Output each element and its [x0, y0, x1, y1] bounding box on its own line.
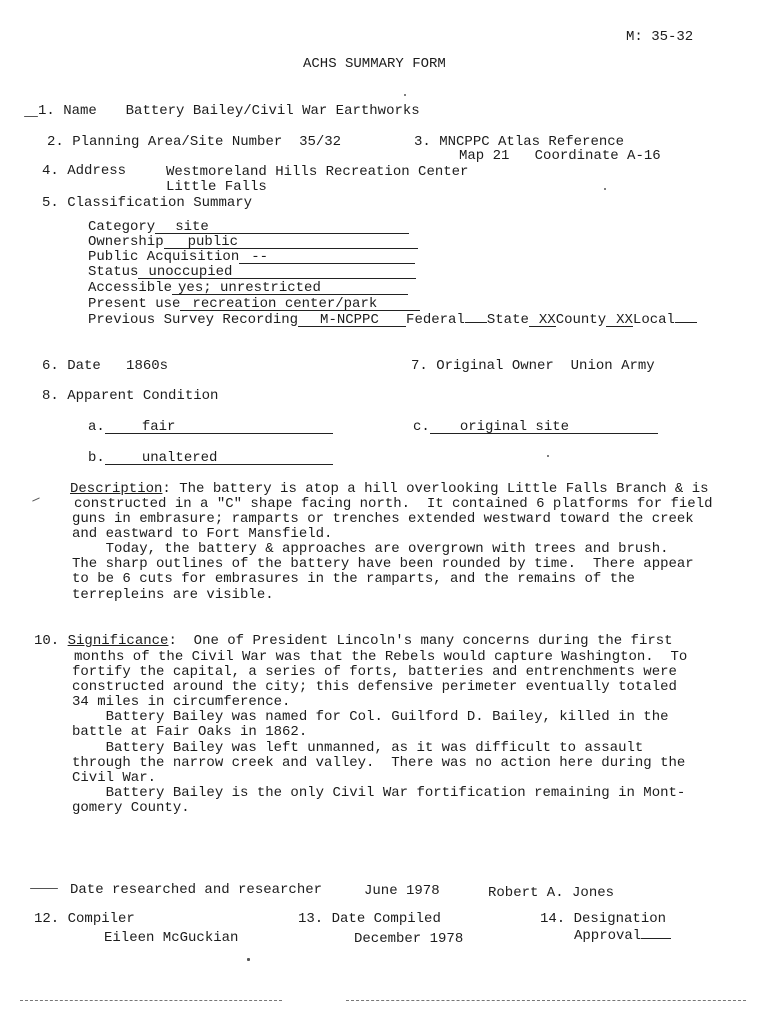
previous-survey-row [88, 313, 697, 328]
present-use-value: recreation center/park [192, 296, 378, 312]
scan-mark [32, 497, 40, 501]
bottom-rule-right [346, 1000, 746, 1001]
significance-line-12: gomery County. [72, 800, 190, 816]
item3-map-row [459, 149, 661, 164]
category-row [88, 220, 409, 235]
item13-label: Date Compiled [331, 911, 441, 927]
present-use-row [88, 297, 420, 312]
item2-label: Planning Area/Site Number [72, 134, 283, 150]
item7-value: Union Army [570, 358, 655, 374]
item2-value: 35/32 [299, 134, 342, 150]
item11-researcher: Robert A. Jones [488, 885, 615, 901]
item1-number: 1. [38, 103, 55, 119]
accessible-label: Accessible [88, 280, 173, 296]
acquisition-label: Public Acquisition [88, 249, 240, 265]
item2-number: 2. [47, 134, 64, 150]
federal-field [465, 322, 487, 323]
item1-value: Battery Bailey/Civil War Earthworks [125, 103, 420, 119]
item13-row [298, 912, 441, 927]
ownership-label: Ownership [88, 234, 164, 250]
significance-line-11: Battery Bailey is the only Civil War fortification remaining in Mont- [72, 785, 686, 801]
significance-label: Significance [67, 633, 169, 649]
condition-c-label: c. [413, 419, 430, 435]
condition-a-label: a. [88, 419, 105, 435]
significance-line-6: Battery Bailey was named for Col. Guilford D. Bailey, killed in the [72, 709, 669, 725]
item6-label: Date [67, 358, 101, 374]
acquisition-value: -- [251, 249, 269, 265]
status-value: unoccupied [148, 264, 233, 280]
condition-c-field [430, 421, 658, 434]
item11-date: June 1978 [364, 883, 440, 899]
item4-label: Address [67, 163, 127, 179]
significance-line-7: battle at Fair Oaks in 1862. [72, 724, 308, 740]
item3-coordinate: Coordinate A-16 [534, 148, 661, 164]
accessible-row [88, 281, 408, 296]
state-label: State [486, 312, 529, 328]
scan-speck [604, 188, 606, 190]
description-line-4: and eastward to Fort Mansfield. [72, 526, 333, 542]
significance-line-3: fortify the capital, a series of forts, batteries and entrenchments were [72, 664, 677, 680]
significance-line-5: 34 miles in circumference. [72, 694, 291, 710]
condition-c-value: original site [459, 419, 570, 435]
item12-number: 12. [34, 911, 60, 927]
status-field [138, 266, 416, 279]
item3-label: MNCPPC Atlas Reference [439, 134, 625, 150]
condition-b-value: unaltered [141, 450, 218, 466]
item14-approval [574, 929, 671, 944]
condition-a-field [105, 421, 333, 434]
item4-row [42, 164, 126, 179]
description-label: Description [70, 481, 163, 497]
item2-row [47, 135, 341, 150]
significance-heading: 10. Significance: One of President Lincoln's many concerns during the first [34, 633, 673, 649]
item14-label2: Approval [574, 928, 642, 944]
present-use-field [180, 298, 420, 311]
condition-a-value: fair [141, 419, 176, 435]
scan-mark [30, 888, 58, 889]
county-mark: XX [529, 314, 556, 327]
form-title: ACHS SUMMARY FORM [303, 56, 446, 72]
significance-line-10: Civil War. [72, 770, 157, 786]
previous-survey-value: M-NCPPC [320, 312, 379, 328]
ownership-value: public [187, 234, 239, 250]
description-line-1: The battery is atop a hill overlooking Little Falls Branch & is [179, 481, 709, 497]
federal-label: Federal [406, 312, 465, 328]
ownership-row [88, 235, 418, 250]
item7-label: Original Owner [436, 358, 554, 374]
item7-number: 7. [411, 358, 428, 374]
acquisition-row [88, 250, 415, 265]
item8-label: Apparent Condition [67, 388, 219, 404]
accessible-value: yes; unrestricted [178, 280, 321, 296]
item3-map: Map 21 [459, 148, 510, 164]
status-row [88, 265, 416, 280]
item14-row [540, 912, 666, 927]
significance-line-4: constructed around the city; this defensive perimeter eventually totaled [72, 679, 677, 695]
scan-speck [247, 958, 250, 961]
significance-line-2: months of the Civil War was that the Rebels would capture Washington. To [74, 649, 688, 665]
item12-row [34, 912, 135, 927]
item7-row [411, 359, 655, 374]
scan-speck [404, 94, 406, 96]
condition-a-row [88, 420, 333, 435]
item6-number: 6. [42, 358, 59, 374]
description-heading: Description: The battery is atop a hill overlooking Little Falls Branch & is [70, 481, 709, 497]
local-field [675, 322, 697, 323]
description-line-2: constructed in a "C" shape facing north. It contained 6 platforms for field [74, 496, 713, 512]
local-mark: XX [606, 314, 633, 327]
status-label: Status [88, 264, 139, 280]
significance-line-8: Battery Bailey was left unmanned, as it was difficult to assault [72, 740, 644, 756]
item14-field [641, 938, 671, 939]
category-value: site [175, 219, 209, 235]
description-line-7: to be 6 cuts for embrasures in the ramparts, and the remains of the [72, 571, 635, 587]
item5-row [42, 196, 252, 211]
item5-label: Classification Summary [67, 195, 253, 211]
item6-row [42, 359, 168, 374]
item12-value: Eileen McGuckian [104, 930, 239, 946]
item8-row [42, 389, 218, 404]
acquisition-field [239, 251, 415, 264]
significance-line-1: One of President Lincoln's many concerns during the first [193, 633, 673, 649]
significance-line-9: through the narrow creek and valley. There was no action here during the [72, 755, 686, 771]
condition-b-field [105, 452, 333, 465]
category-field [155, 221, 409, 234]
item14-label: Designation [573, 911, 667, 927]
local-label: Local [632, 312, 675, 328]
item5-number: 5. [42, 195, 59, 211]
form-id: M: 35-32 [626, 29, 694, 45]
bottom-rule-left [20, 1000, 282, 1001]
item4-line1: Westmoreland Hills Recreation Center [166, 164, 469, 180]
item11-label: Date researched and researcher [70, 882, 323, 898]
item4-number: 4. [42, 163, 59, 179]
item13-value: December 1978 [354, 931, 464, 947]
category-label: Category [88, 219, 156, 235]
present-use-label: Present use [88, 296, 181, 312]
significance-number: 10. [34, 633, 60, 649]
condition-b-row [88, 451, 333, 466]
description-line-5: Today, the battery & approaches are overgrown with trees and brush. [72, 541, 669, 557]
item13-number: 13. [298, 911, 324, 927]
item1-label: Name [63, 103, 97, 119]
item14-number: 14. [540, 911, 566, 927]
scan-speck [547, 455, 549, 457]
item3-number: 3. [414, 134, 431, 150]
accessible-field [172, 282, 408, 295]
item6-value: 1860s [126, 358, 169, 374]
condition-c-row [413, 420, 658, 435]
condition-b-label: b. [88, 450, 105, 466]
description-line-6: The sharp outlines of the battery have been rounded by time. There appear [72, 556, 694, 572]
description-line-8: terrepleins are visible. [72, 587, 274, 603]
county-label: County [555, 312, 607, 328]
previous-survey-field [298, 314, 406, 327]
ownership-field [164, 236, 418, 249]
item8-number: 8. [42, 388, 59, 404]
previous-survey-label: Previous Survey Recording [88, 312, 299, 328]
description-line-3: guns in embrasure; ramparts or trenches extended westward toward the creek [72, 511, 694, 527]
item12-label: Compiler [67, 911, 135, 927]
item1-row [38, 104, 420, 119]
scan-mark [24, 116, 38, 117]
item4-line2: Little Falls [166, 179, 267, 195]
